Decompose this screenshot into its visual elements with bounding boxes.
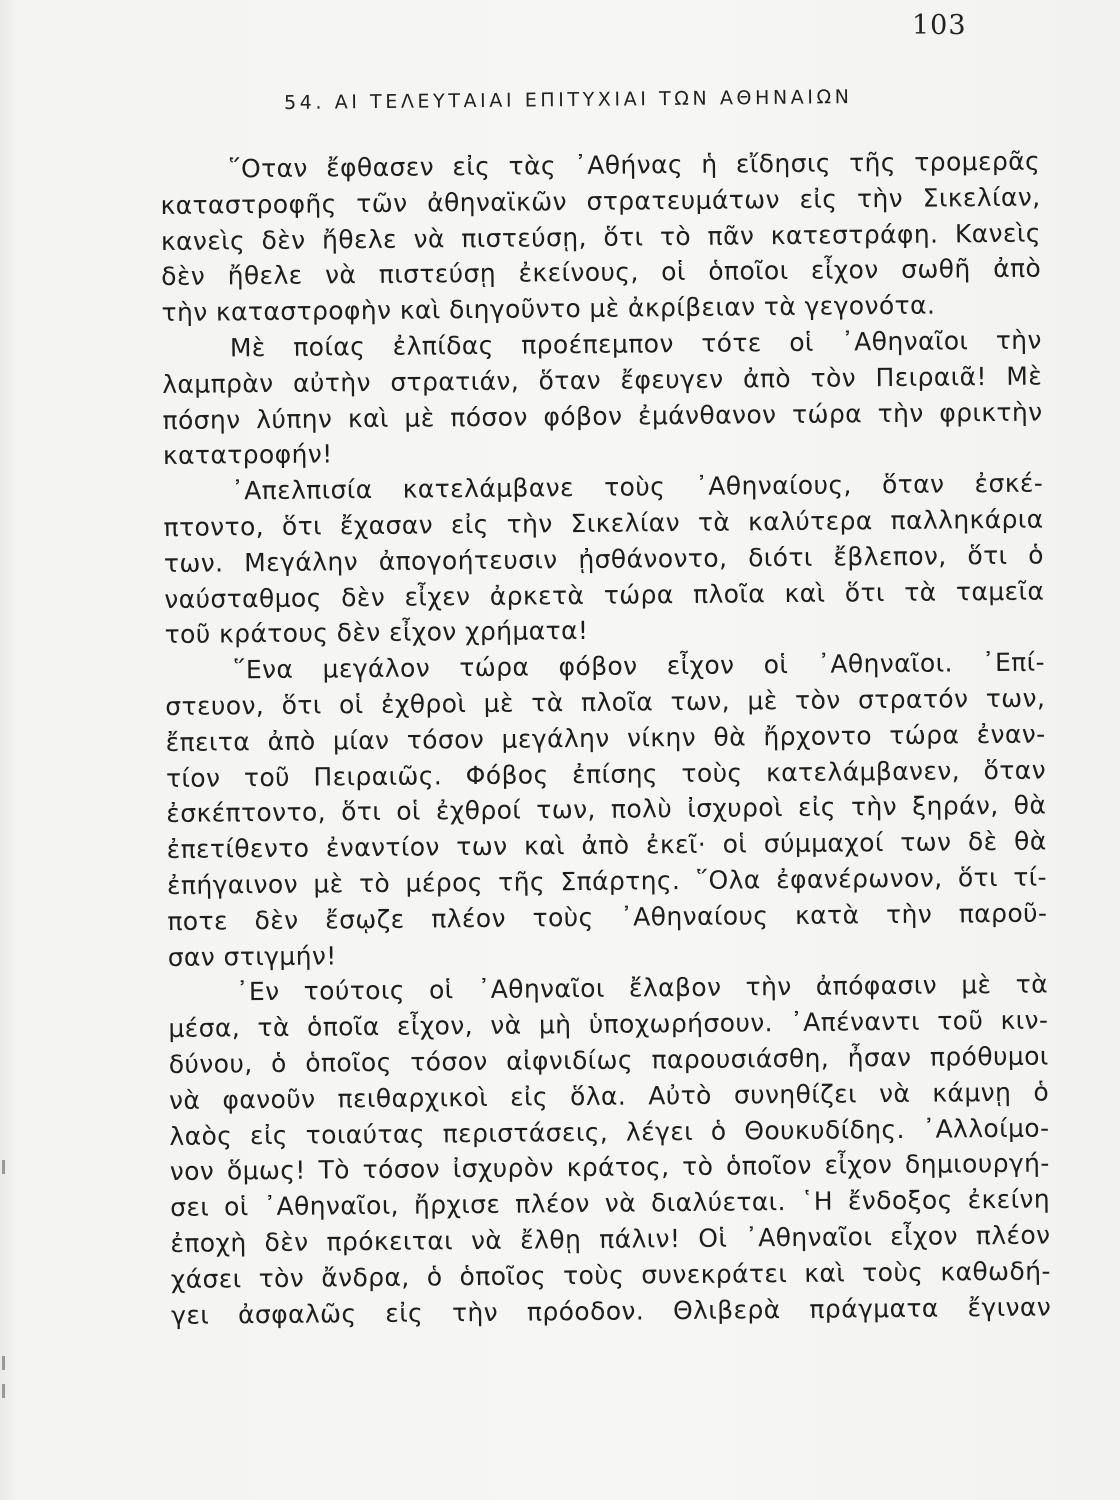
text-line: κανεὶς δὲν ἤθελε νὰ πιστεύσῃ, ὅτι τὸ πᾶν κατεστράφη. Κανεὶς bbox=[160, 218, 1041, 256]
text-line: σαν στιγμήν! bbox=[167, 940, 337, 972]
margin-mark bbox=[2, 1356, 5, 1370]
text-line: πόσην λύπην καὶ μὲ πόσον φόβον ἐμάνθανον τώρα τὴν φρικτὴν bbox=[162, 397, 1043, 435]
text-line: στευον, ὅτι οἱ ἐχθροὶ μὲ τὰ πλοῖα των, μὲ τὸν στρατόν των, bbox=[165, 683, 1046, 721]
text-line: γει ἀσφαλῶς εἰς τὴν πρόοδον. Θλιβερὰ πράγματα ἔγιναν bbox=[171, 1291, 1052, 1330]
text-line: σει οἱ ᾿Αθηναῖοι, ἤρχισε πλέον νὰ διαλύεται. ῾Η ἔνδοξος ἐκείνη bbox=[169, 1184, 1051, 1223]
text-line: ἐποχὴ δὲν πρόκειται νὰ ἔλθῃ πάλιν! Οἱ ᾿Αθηναῖοι εἶχον πλέον bbox=[170, 1220, 1051, 1258]
text-line: ἔπειτα ἀπὸ μίαν τόσον μεγάλην νίκην θὰ ἤρχοντο τώρα ἐναν- bbox=[165, 719, 1046, 757]
text-line: ᾿Εν τούτοις οἱ ᾿Αθηναῖοι ἔλαβον τὴν ἀπόφασιν μὲ τὰ bbox=[235, 969, 1049, 1007]
text-line: ἐπήγαινον μὲ τὸ μέρος τῆς Σπάρτης. ῞Ολα ἐφανέρωνον, ὅτι τί- bbox=[166, 862, 1048, 900]
text-line: νὰ φανοῦν πειθαρχικοὶ εἰς ὅλα. Αὐτὸ συνηθίζει νὰ κάμνῃ ὁ bbox=[168, 1077, 1050, 1115]
text-line: λαμπρὰν αὐτὴν στρατιάν, ὅταν ἔφευγεν ἀπὸ τὸν Πειραιᾶ! Μὲ bbox=[162, 361, 1043, 399]
text-line: ᾿Απελπισία κατελάμβανε τοὺς ᾿Αθηναίους, ὅταν ἐσκέ- bbox=[231, 468, 1044, 506]
text-line: τίον τοῦ Πειραιῶς. Φόβος ἐπίσης τοὺς κατελάμβανεν, ὅταν bbox=[165, 755, 1047, 793]
text-line: πτοντο, ὅτι ἔχασαν εἰς τὴν Σικελίαν τὰ καλύτερα παλληκάρια bbox=[163, 504, 1044, 542]
text-line: ἐσκέπτοντο, ὅτι οἱ ἐχθροί των, πολὺ ἰσχυροὶ εἰς τὴν ξηράν, θὰ bbox=[166, 790, 1047, 829]
text-line: ῞Ενα μεγάλον τώρα φόβον εἶχον οἱ ᾿Αθηναῖοι. ᾿Επί- bbox=[232, 647, 1046, 685]
text-line: χάσει τὸν ἄνδρα, ὁ ὁποῖος τοὺς συνεκράτει καὶ τοὺς καθωδή- bbox=[170, 1256, 1051, 1294]
margin-mark bbox=[2, 1160, 5, 1174]
text-line: των. Μεγάλην ἀπογοήτευσιν ᾐσθάνοντο, διότι ἔβλεπον, ὅτι ὁ bbox=[163, 540, 1045, 578]
chapter-title: 54. ΑΙ ΤΕΛΕΥΤΑΙΑΙ ΕΠΙΤΥΧΙΑΙ ΤΩΝ ΑΘΗΝΑΙΩΝ bbox=[283, 86, 853, 114]
body-text bbox=[160, 144, 1051, 1334]
text-line: κατατροφήν! bbox=[162, 439, 333, 471]
margin-mark bbox=[2, 1384, 5, 1398]
text-line: Μὲ ποίας ἐλπίδας προέπεμπον τότε οἱ ᾿Αθηναῖοι τὴν bbox=[229, 325, 1042, 363]
text-line: ναύσταθμος δὲν εἶχεν ἀρκετὰ τώρα πλοῖα καὶ ὅτι τὰ ταμεῖα bbox=[164, 576, 1045, 614]
text-line: μέσα, τὰ ὁποῖα εἶχον, νὰ μὴ ὑποχωρήσουν. ᾿Απέναντι τοῦ κιν- bbox=[168, 1005, 1049, 1044]
text-line: ῞Οταν ἔφθασεν εἰς τὰς ᾿Αθήνας ἡ εἴδησις τῆς τρομερᾶς bbox=[228, 146, 1041, 184]
text-line: νον ὅμως! Τὸ τόσον ἰσχυρὸν κράτος, τὸ ὁποῖον εἶχον δημιουργή- bbox=[169, 1148, 1050, 1187]
text-line: τοῦ κράτους δὲν εἶχον χρήματα! bbox=[164, 616, 589, 650]
text-line: ἐπετίθεντο ἐναντίον των καὶ ἀπὸ ἐκεῖ· οἱ σύμμαχοί των δὲ θὰ bbox=[166, 826, 1047, 865]
text-line: λαὸς εἰς τοιαύτας περιστάσεις, λέγει ὁ Θουκυδίδης. ᾿Αλλοίμο- bbox=[169, 1113, 1050, 1151]
text-line: δὲν ἤθελε νὰ πιστεύσῃ ἐκείνους, οἱ ὁποῖοι εἶχον σωθῆ ἀπὸ bbox=[161, 253, 1042, 292]
text-line: δύνου, ὁ ὁποῖος τόσον αἰφνιδίως παρουσιάσθη, ἦσαν πρόθυμοι bbox=[168, 1041, 1049, 1079]
text-line: τὴν καταστροφὴν καὶ διηγοῦντο μὲ ἀκρίβειαν τὰ γεγονότα. bbox=[161, 290, 936, 328]
text-line: ποτε δὲν ἔσῳζε πλέον τοὺς ᾿Αθηναίους κατὰ τὴν παροῦ- bbox=[167, 898, 1048, 936]
page-number: 103 bbox=[912, 10, 967, 41]
text-line: καταστροφῆς τῶν ἀθηναϊκῶν στρατευμάτων εἰς τὴν Σικελίαν, bbox=[160, 182, 1041, 220]
